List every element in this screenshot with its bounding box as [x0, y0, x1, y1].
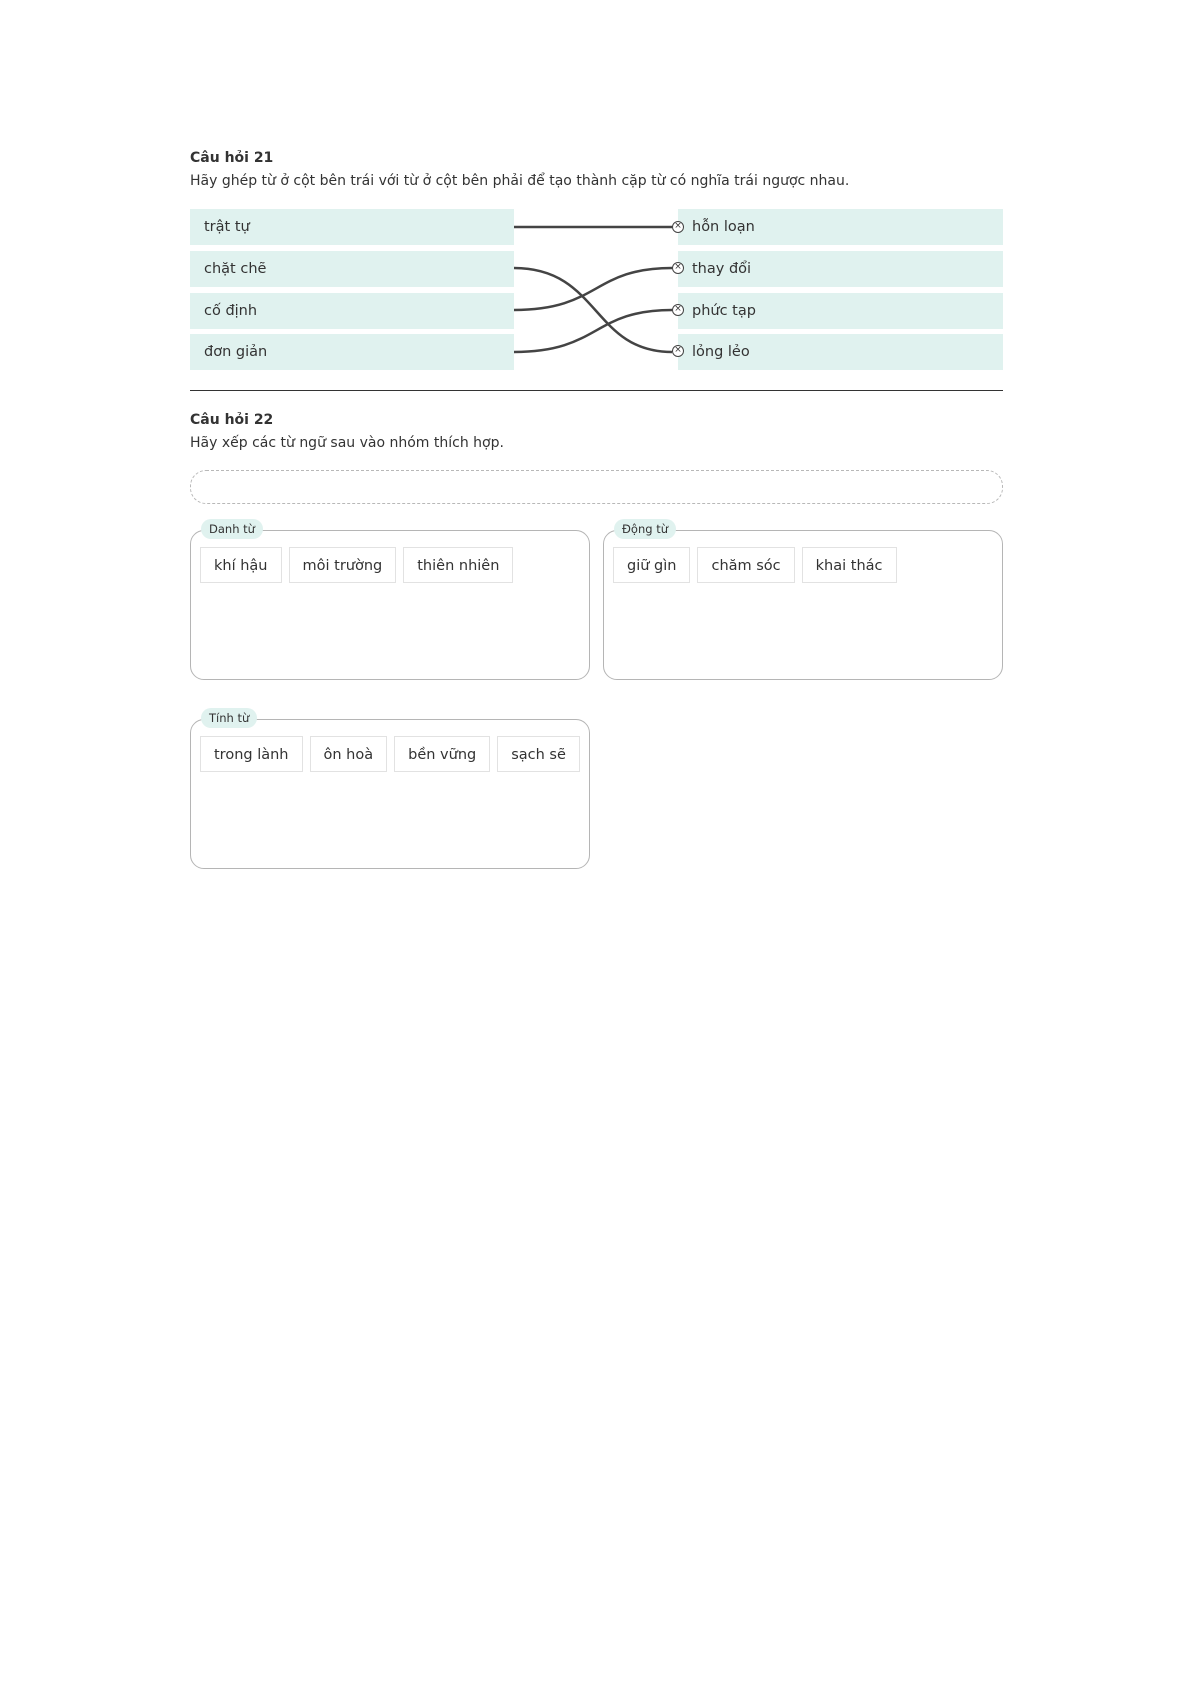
question-22-title: Câu hỏi 22 — [190, 412, 274, 428]
right-item-4[interactable]: lỏng lẻo — [678, 334, 1003, 370]
group-dong-tu[interactable] — [603, 522, 1003, 680]
word-chip[interactable]: khí hậu — [200, 547, 282, 583]
left-item-2[interactable]: chặt chẽ — [190, 251, 514, 287]
word-chip[interactable]: bền vững — [394, 736, 490, 772]
remove-match-icon[interactable] — [672, 221, 684, 233]
left-item-4[interactable]: đơn giản — [190, 334, 514, 370]
question-21-instruction: Hãy ghép từ ở cột bên trái với từ ở cột bên phải để tạo thành cặp từ có nghĩa trái ngược nhau. — [190, 173, 850, 189]
word-bank-drop-zone[interactable] — [190, 470, 1003, 504]
word-chip[interactable]: ôn hoà — [310, 736, 388, 772]
group-label: Tính từ — [201, 708, 257, 728]
question-21-title: Câu hỏi 21 — [190, 150, 274, 166]
group-label: Động từ — [614, 519, 676, 539]
match-line-3 — [514, 268, 672, 310]
group-label: Danh từ — [201, 519, 263, 539]
remove-match-icon[interactable] — [672, 304, 684, 316]
remove-match-icon[interactable] — [672, 345, 684, 357]
word-chip[interactable]: thiên nhiên — [403, 547, 513, 583]
word-chip[interactable]: môi trường — [289, 547, 397, 583]
question-divider — [190, 390, 1003, 391]
word-chip[interactable]: sạch sẽ — [497, 736, 580, 772]
remove-match-icon[interactable] — [672, 262, 684, 274]
word-chip[interactable]: giữ gìn — [613, 547, 690, 583]
right-item-1[interactable]: hỗn loạn — [678, 209, 1003, 245]
group-tinh-tu[interactable] — [190, 711, 590, 869]
group-danh-tu[interactable] — [190, 522, 590, 680]
match-line-2 — [514, 268, 672, 352]
right-item-3[interactable]: phức tạp — [678, 293, 1003, 329]
matching-lines — [0, 0, 1192, 400]
question-22-instruction: Hãy xếp các từ ngữ sau vào nhóm thích hợp. — [190, 435, 504, 451]
word-chip[interactable]: chăm sóc — [697, 547, 794, 583]
left-item-3[interactable]: cố định — [190, 293, 514, 329]
word-chip[interactable]: trong lành — [200, 736, 303, 772]
word-chip[interactable]: khai thác — [802, 547, 897, 583]
right-item-2[interactable]: thay đổi — [678, 251, 1003, 287]
left-item-1[interactable]: trật tự — [190, 209, 514, 245]
match-line-4 — [514, 310, 672, 352]
